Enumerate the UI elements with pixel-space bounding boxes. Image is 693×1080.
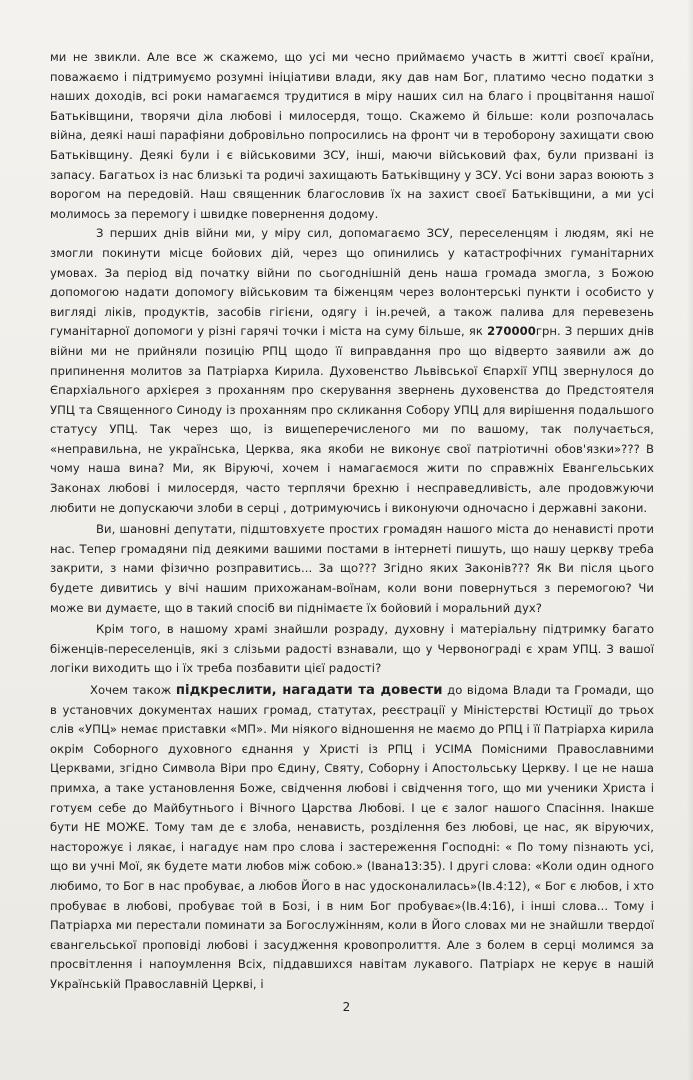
paragraph-2-text-a: З перших днів війни ми, у міру сил, допомагаємо ЗСУ, переселенцям і людям, які не змогли покинути місце бойових дій, через що опинились у катастрофічних гуманітарних умовах. За період від початку війни по сьогоднішній день наша громада змогла, з Божою допомогою надати допомогу військовим та біженцям через волонтерські пункти і особисто у вигляді ліків, продуктів, засобів гігієни, одягу і ін.речей, а також палива для перевезень гуманітарної допомоги у різні гарячі точки і міста на суму більше, як <box>50 226 654 339</box>
paragraph-5 <box>50 681 654 995</box>
page-number: 2 <box>342 1000 351 1014</box>
document-body <box>50 48 654 995</box>
paragraph-5-text-b: . Тому там де є злоба, ненависть, розділення без любові, це нас, як віруючих, насторожує і лякає, і нагадує нам про слова і застереження Господні: « По тому пізнають усі, що ви учні Мої, як будете мати любов між собою.» (Івана13:35). І другі слова: «Коли один одного любимо, то Бог в нас пробуває, а любов Його в нас удосконалилась»(Ів.4:12), « Бог є любов, і хто пробуває в любові, пробуває той в Бозі, і в ним Бог пробуває»(Ів.4:16), і інші слова... Тому і Патріарха ми перестали поминати за Богослужінням, коли в Його словах ми не знайшли твердої євангельської проповіді любові і засудження кровопролиття. Але з болем в серці молимся за просвітлення і напоумлення Всіх, піддавшихся навітам лукавого. Патріарх не керує в нашій Українській Православній Церкві, і <box>50 820 654 991</box>
paragraph-1: ми не звикли. Але все ж скажемо, що усі ми чесно приймаємо участь в житті своєї країни, поважаємо і підтримуємо розумні ініціативи влади, яку дав нам Бог, платимо чесно податки з наших доходів, всі роки намагаємся трудитися в міру наших сил на благо і процвітання нашої Батьківщини, творячи діла любові і милосердя, тощо. Скажемо й більше: коли розпочалась війна, деякі наші парафіяни добровільно попросились на фронт чи в тероборону захищати свою Батьківщину. Деякі були і є військовими ЗСУ, інші, маючи військовий фах, були призвані із запасу. Багатьох із нас близькі та родичі захищають Батьківщину у ЗСУ. Усі вони зараз воюють з ворогом на передовій. Наш священник благословив їх на захист своєї Батьківщини, а ми усі молимось за перемогу і швидке повернення додому. <box>50 50 654 221</box>
paragraph-2-text-b: грн. З перших днів війни ми не прийняли позицію РПЦ щодо її виправдання про що відверто заявили аж до припинення молитов за Патріарха Кирила. Духовенство Львівської Єпархії УПЦ звернулося до Єпархіального архієрея з проханням про скерування звернень духовенства до Предстоятеля УПЦ та Священного Синоду із проханням про скликання Собору УПЦ для вирішення подальшого статусу УПЦ. Так через що, із вищеперечисленого ми по вашому, так получається, «неправильна, не українська, Церква, яка якоби не виконує свої патріотичні обов'язки»??? В чому наша вина? Ми, як Віруючі, хочем і намагаємося жити по справжніх Евангельських Законах любові і милосердя, часто терплячи брехню і несправедливість, але продовжуючи любити не допускаючи злоби в серці , дотримуючись і виконуючи одночасно і державні закони. <box>50 324 654 515</box>
donation-amount: 270000 <box>487 324 536 339</box>
paragraph-3: Ви, шановні депутати, підштовхуєте простих громадян нашого міста до ненависті проти нас. Тепер громадяни під деякими вашими постами в інтернеті пишуть, що нашу церкву треба закрити, з нами фізично розправитись... За що??? Згідно яких Законів??? Як Ви після цього будете дивитись у вічі нашим прихожанам-воїнам, коли вони повернуться з перемогою? Чи може ви думаєте, що в такий спосіб ви піднімаєте їх бойовий і моральний дух? <box>50 522 654 615</box>
paragraph-5-caps: НЕ МОЖЕ <box>84 820 146 835</box>
paragraph-5-text-a: до відома Влади та Громади, що в установчих документах наших громад, статутах, реєстрації у Міністерстві Юстиції до трьох слів «УПЦ» немає приставки «МП». Ми ніякого відношення не маємо до РПЦ і її Патріарха кирила окрім Соборного духовного єднання у Христі із РПЦ і УСІМА Помісними Православними Церквами, згідно Символа Віри про Єдину, Святу, Соборну і Апостольську Церкву. І це не наша примха, а таке установлення Боже, свідчення любові і свідчення того, що ми ученики Христа і готуєм себе до Майбутнього і Вічного Царства Любові. І це є залог нашого Спасіння. Інакше бути <box>50 683 654 835</box>
paragraph-5-emphasis: підкреслити, нагадати та довести <box>175 683 443 698</box>
paragraph-5-intro: Хочем також <box>90 683 176 697</box>
page-edge-shadow <box>687 0 693 1080</box>
paragraph-4: Крім того, в нашому храмі знайшли розраду, духовну і матеріальну підтримку багато біженців-переселенців, які з слізьми радості взнавали, що у Червонограді є храм УПЦ. З вашої логіки виходить що і їх треба позбавити цієї радості? <box>50 622 654 676</box>
paragraph-2 <box>50 224 654 518</box>
